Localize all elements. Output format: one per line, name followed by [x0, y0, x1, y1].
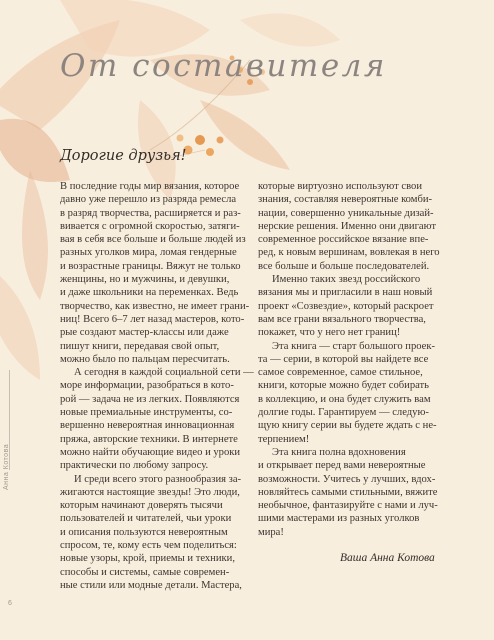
text-line: шими мастерами из разных уголков — [258, 513, 420, 525]
text-line: А сегодня в каждой социальной сети — — [74, 367, 254, 379]
text-line: новые узоры, крой, приемы и техники, — [60, 553, 235, 565]
text-column-left — [60, 180, 254, 592]
text-line: новляйтесь самыми стильными, вяжите — [258, 486, 438, 498]
text-line: нации, совершенно уникальные дизай- — [258, 207, 434, 219]
text-line: которым начинают доверять тысячи — [60, 500, 223, 512]
text-line: давно уже перешло из разряда ремесла — [60, 194, 237, 206]
page-title: От составителя — [60, 48, 387, 84]
text-line: которые виртуозно используют свои — [258, 181, 422, 192]
text-line: Эта книга — старт большого проек- — [272, 340, 436, 352]
text-line: вам все грани вязального творчества, — [258, 313, 426, 325]
text-line: и открывает перед вами невероятные — [258, 460, 426, 472]
text-line: возможности. Учитесь у лучших, вдох- — [258, 473, 436, 485]
greeting-heading: Дорогие друзья! — [60, 148, 187, 164]
sidebar-author-name: Анна Котова — [3, 443, 10, 490]
text-line: пользователей и читателей, чьи уроки — [60, 513, 232, 525]
berry-dot — [177, 135, 184, 142]
text-line: долгие годы. Гарантируем — следую- — [258, 407, 429, 419]
text-line: терпением! — [258, 433, 310, 445]
text-line: в разряд творчества, расширяется и раз- — [60, 207, 241, 219]
text-line: самое современное, самое стильное, — [258, 367, 423, 379]
text-line: можно было по пальцам пересчитать. — [60, 353, 230, 365]
text-line: И среди всего этого разнообразия за- — [74, 473, 242, 485]
text-line: ред, к новым вершинам, вовлекая в него — [258, 247, 440, 259]
text-line: ные стили или модные детали. Мастера, — [60, 579, 242, 591]
text-line: ниц! Всего 6–7 лет назад мастеров, кото- — [60, 313, 245, 325]
text-line: разных уголков мира, ломая гендерные — [60, 247, 237, 259]
text-line: женщины, но и мужчины, и девушки, — [60, 274, 230, 286]
berry-dot — [217, 137, 224, 144]
leaf-shape — [200, 100, 290, 170]
text-line: книги, которые можно будет собирать — [258, 380, 430, 392]
author-signature: Ваша Анна Котова — [340, 552, 435, 564]
text-line: вая в себя все больше и больше людей из — [60, 234, 246, 246]
text-line: рой — задача не из легких. Появляются — [60, 393, 240, 405]
text-line: можно найти обучающие видео и уроки — [60, 446, 241, 458]
text-line: та — серии, в которой вы найдете все — [258, 353, 429, 365]
text-line: творчество, как известно, не имеет грани- — [60, 300, 250, 312]
text-line: необычное, фантазируйте с нами и луч- — [258, 500, 438, 512]
page-number: 6 — [8, 600, 12, 607]
berry-dot — [206, 148, 214, 156]
text-line: и даже школьники на переменках. Ведь — [60, 287, 239, 299]
text-line: практически по любому запросу. — [60, 460, 209, 472]
text-column-right — [258, 180, 452, 539]
text-line: и описания пользуются невероятным — [60, 526, 228, 538]
leaf-shape — [22, 170, 48, 300]
text-line: нерские решения. Именно они двигают — [258, 220, 437, 232]
text-line: спросом, те, кому есть чем поделиться: — [60, 540, 237, 552]
text-line: пишут книги, передавая свой опыт, — [60, 340, 220, 352]
text-line: Эта книга полна вдохновения — [272, 446, 406, 458]
text-line: щую книгу серии вы будете ждать с не- — [258, 420, 437, 432]
text-line: вивается с огромной скоростью, затяги- — [60, 220, 240, 232]
text-line: море информации, разобраться в кото- — [60, 380, 234, 392]
text-line: мира! — [258, 526, 284, 538]
text-line: все больше и больше последователей. — [258, 260, 430, 272]
text-line: вершенно невероятная инновационная — [60, 420, 235, 432]
text-line: покажет, что у него нет границ! — [258, 327, 401, 339]
text-line: современное российское вязание впе- — [258, 234, 429, 246]
text-line: пряжа, авторские техники. В интернете — [60, 433, 238, 445]
text-line: в коллекцию, и она будет служить вам — [258, 393, 431, 405]
text-line: новые премиальные инструменты, со- — [60, 407, 233, 419]
text-line: В последние годы мир вязания, которое — [60, 181, 240, 192]
berry-dot — [195, 135, 205, 145]
text-line: знания, составляя невероятные комби- — [258, 194, 433, 206]
text-line: проект «Созвездие», который раскроет — [258, 300, 434, 312]
text-line: Именно таких звезд российского — [272, 274, 421, 286]
text-line: вязания мы и пригласили в наш новый — [258, 287, 433, 299]
text-line: рые создают мастер-классы или даже — [60, 327, 229, 339]
leaf-shape — [240, 13, 340, 46]
text-line: жигаются настоящие звезды! Это люди, — [60, 486, 240, 498]
text-line: способы и системы, самые современ- — [60, 566, 230, 578]
text-line: и возрастные границы. Вяжут не только — [60, 260, 241, 272]
